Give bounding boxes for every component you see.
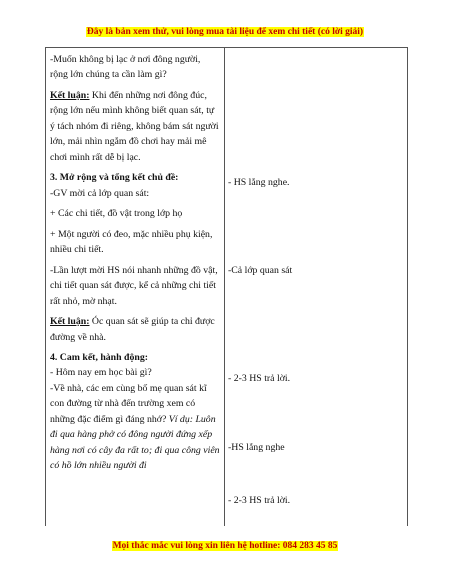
conclusion-label: Kết luận: bbox=[50, 89, 90, 101]
observe-item-classroom: + Các chi tiết, đồ vật trong lớp họ bbox=[50, 208, 183, 220]
preview-notice-text: Đây là bản xem thử, vui lòng mua tài liệu để xem chi tiết (có lời giải) bbox=[86, 27, 364, 37]
section-4-heading bbox=[50, 350, 220, 365]
student-listing-paragraph: -Lần lượt mời HS nói nhanh những đồ vật, chi tiết quan sát được, kể cả những chi tiết rất nhỏ, mờ nhạt. bbox=[50, 264, 218, 307]
homework-paragraph bbox=[50, 381, 220, 474]
teacher-activities-column bbox=[50, 52, 220, 479]
hotline-notice bbox=[0, 541, 450, 551]
column-divider bbox=[224, 48, 225, 526]
student-response-4: -HS lắng nghe bbox=[228, 442, 285, 453]
section-4-title: 4. Cam kết, hành động: bbox=[50, 351, 148, 363]
conclusion-text: Khi đến những nơi đông đúc, rộng lớn nếu mình không biết quan sát, tự ý tách nhóm đi riêng, không bám sát người lớn, mải nhìn ngắm đồ chơi hay mải mê chơi mình rất dễ bị lạc. bbox=[50, 89, 219, 163]
student-response-1: - HS lắng nghe. bbox=[228, 177, 290, 188]
student-response-2: -Cả lớp quan sát bbox=[228, 265, 293, 276]
student-response-5: - 2-3 HS trả lời. bbox=[228, 495, 291, 506]
observe-item-person: + Một người có đeo, mặc nhiều phụ kiện, nhiều chi tiết. bbox=[50, 228, 213, 256]
homework-example: Ví dụ: Luôn đi qua hàng phở có đông người đứng xếp hàng nơi có cây đa rất to; đi qua công viên có hồ lớn nhiều người đi bbox=[50, 413, 220, 472]
conclusion-text-2: Óc quan sát sẽ giúp ta chỉ được đường về nhà. bbox=[50, 316, 215, 343]
teacher-instruction: -GV mời cả lớp quan sát: bbox=[50, 187, 150, 199]
homework-text: -Về nhà, các em cùng bố mẹ quan sát kĩ con đường từ nhà đến trường xem có những đặc điểm gì đáng nhớ? bbox=[50, 382, 207, 425]
conclusion-paragraph-2 bbox=[50, 314, 220, 345]
section-3-title: 3. Mở rộng và tổng kết chủ đề: bbox=[50, 172, 179, 184]
question-paragraph: -Muốn không bị lạc ở nơi đông người, rộng lớn chúng ta cần làm gì? bbox=[50, 54, 201, 81]
section-3-heading bbox=[50, 170, 220, 185]
review-question: - Hôm nay em học bài gì? bbox=[50, 367, 152, 379]
preview-notice bbox=[0, 27, 450, 37]
conclusion-paragraph bbox=[50, 88, 220, 165]
conclusion-label-2: Kết luận: bbox=[50, 316, 90, 328]
student-response-3: - 2-3 HS trả lời. bbox=[228, 373, 291, 384]
hotline-notice-text: Mọi thắc mắc vui lòng xin liên hệ hotline: 084 283 45 85 bbox=[112, 541, 338, 551]
lesson-table bbox=[45, 47, 408, 526]
